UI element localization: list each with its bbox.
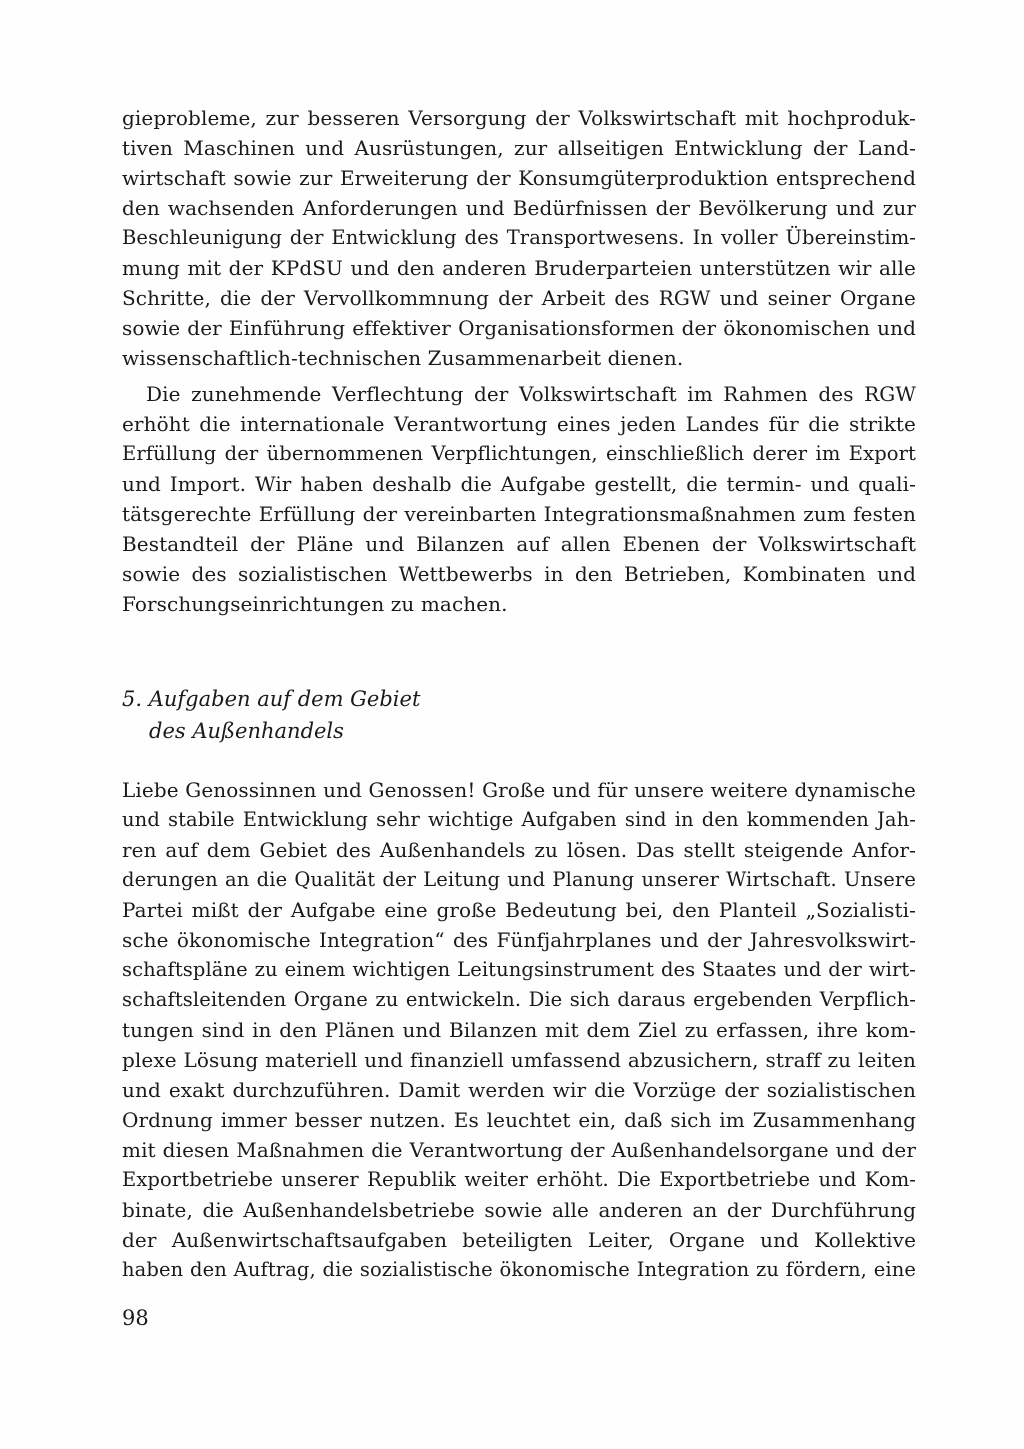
paragraph-1 <box>122 103 916 373</box>
text-line: schaftsleitenden Organe zu entwickeln. Die sich daraus ergebenden Verpflich- <box>122 988 916 1011</box>
text-line: haben den Auftrag, die sozialistische ökonomische Integration zu fördern, eine <box>122 1258 916 1281</box>
text-line: der Außenwirtschaftsaufgaben beteiligten Leiter, Organe und Kollektive <box>122 1228 916 1252</box>
text-line: Forschungseinrichtungen zu machen. <box>122 592 508 616</box>
text-line: erhöht die internationale Verantwortung eines jeden Landes für die strikte <box>122 412 916 436</box>
section-heading <box>122 683 420 747</box>
text-line: mit diesen Maßnahmen die Verantwortung der Außenhandelsorgane und der <box>122 1138 916 1162</box>
section-heading-line-1: 5. Aufgaben auf dem Gebiet <box>122 687 421 711</box>
text-line: Exportbetriebe unserer Republik weiter erhöht. Die Exportbetriebe und Kom- <box>122 1168 916 1191</box>
text-line: wissenschaftlich-technischen Zusammenarbeit dienen. <box>122 346 684 370</box>
text-line: Liebe Genossinnen und Genossen! Große und für unsere weitere dynamische <box>122 778 916 802</box>
text-line: mung mit der KPdSU und den anderen Bruderparteien unterstützen wir alle <box>122 256 916 280</box>
text-line: Partei mißt der Aufgabe eine große Bedeutung bei, den Planteil „Sozialisti- <box>122 898 916 922</box>
text-line: tätsgerechte Erfüllung der vereinbarten Integrationsmaßnahmen zum festen <box>122 502 916 526</box>
text-line: Bestandteil der Pläne und Bilanzen auf allen Ebenen der Volkswirtschaft <box>122 532 916 556</box>
page-number: 98 <box>122 1306 149 1330</box>
text-line: ren auf dem Gebiet des Außenhandels zu lösen. Das stellt steigende Anfor- <box>122 838 916 862</box>
text-line: sowie des sozialistischen Wettbewerbs in den Betrieben, Kombinaten und <box>122 562 916 586</box>
text-line: schaftspläne zu einem wichtigen Leitungsinstrument des Staates und der wirt- <box>122 958 916 981</box>
text-line: Schritte, die der Vervollkommnung der Arbeit des RGW und seiner Organe <box>122 286 916 310</box>
text-line: wirtschaft sowie zur Erweiterung der Konsumgüterproduktion entsprechend <box>122 166 916 190</box>
text-line: den wachsenden Anforderungen und Bedürfnissen der Bevölkerung und zur <box>122 196 916 220</box>
text-line: binate, die Außenhandelsbetriebe sowie alle anderen an der Durchführung <box>122 1198 916 1222</box>
section-heading-line-2: des Außenhandels <box>149 719 344 743</box>
text-line: und Import. Wir haben deshalb die Aufgabe gestellt, die termin- und quali- <box>122 472 916 496</box>
text-line: sowie der Einführung effektiver Organisationsformen der ökonomischen und <box>122 316 916 340</box>
text-line: Die zunehmende Verflechtung der Volkswirtschaft im Rahmen des RGW <box>146 382 916 406</box>
text-line: gieprobleme, zur besseren Versorgung der Volkswirtschaft mit hochproduk- <box>122 106 916 130</box>
text-line: plexe Lösung materiell und finanziell umfassend abzusichern, straff zu leiten <box>122 1048 916 1072</box>
text-line: und exakt durchzuführen. Damit werden wir die Vorzüge der sozialistischen <box>122 1078 916 1102</box>
text-line: Erfüllung der übernommenen Verpflichtungen, einschließlich derer im Export <box>122 442 916 465</box>
text-line: und stabile Entwicklung sehr wichtige Aufgaben sind in den kommenden Jah- <box>122 808 916 831</box>
paragraph-2 <box>122 379 916 619</box>
text-line: derungen an die Qualität der Leitung und Planung unserer Wirtschaft. Unsere <box>122 868 916 891</box>
text-line: tiven Maschinen und Ausrüstungen, zur allseitigen Entwicklung der Land- <box>122 136 916 160</box>
paragraph-3 <box>122 775 916 1285</box>
text-line: sche ökonomische Integration“ des Fünfjahrplanes und der Jahresvolkswirt- <box>122 928 916 952</box>
text-line: Beschleunigung der Entwicklung des Transportwesens. In voller Übereinstim- <box>122 226 916 249</box>
text-line: Ordnung immer besser nutzen. Es leuchtet ein, daß sich im Zusammenhang <box>122 1108 916 1132</box>
text-line: tungen sind in den Plänen und Bilanzen mit dem Ziel zu erfassen, ihre kom- <box>122 1018 916 1042</box>
